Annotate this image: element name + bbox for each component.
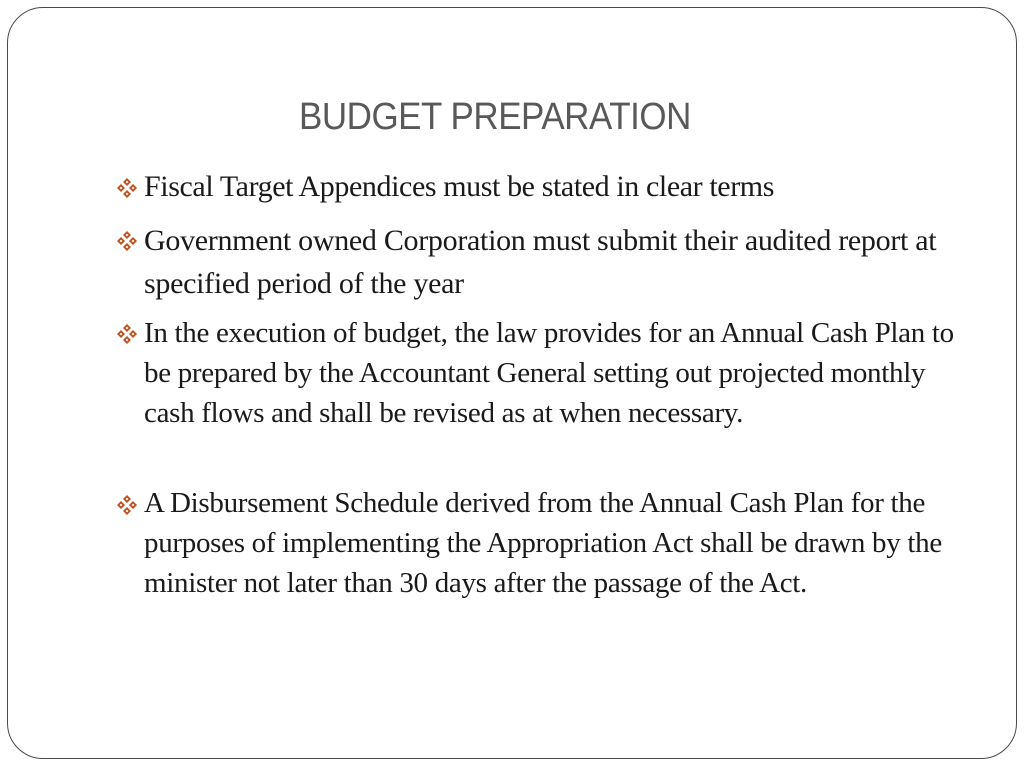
diamond-bullet-icon xyxy=(116,323,138,345)
bullet-text: In the execution of budget, the law provides for an Annual Cash Plan to be prepared by the Accountant General setting out projected monthly cash flows and shall be revised as at when necessary. xyxy=(144,317,954,429)
bullet-text: Fiscal Target Appendices must be stated in clear terms xyxy=(144,170,775,203)
slide-title: BUDGET PREPARATION xyxy=(299,96,691,138)
diamond-bullet-icon xyxy=(116,230,138,252)
diamond-bullet-icon xyxy=(116,494,138,516)
diamond-bullet-icon xyxy=(116,177,138,199)
bullet-text: Government owned Corporation must submit their audited report at specified period of the year xyxy=(144,224,937,300)
bullet-text: A Disbursement Schedule derived from the Annual Cash Plan for the purposes of implementing the Appropriation Act shall be drawn by the minister not later than 30 days after the passage of the Act. xyxy=(144,487,942,599)
